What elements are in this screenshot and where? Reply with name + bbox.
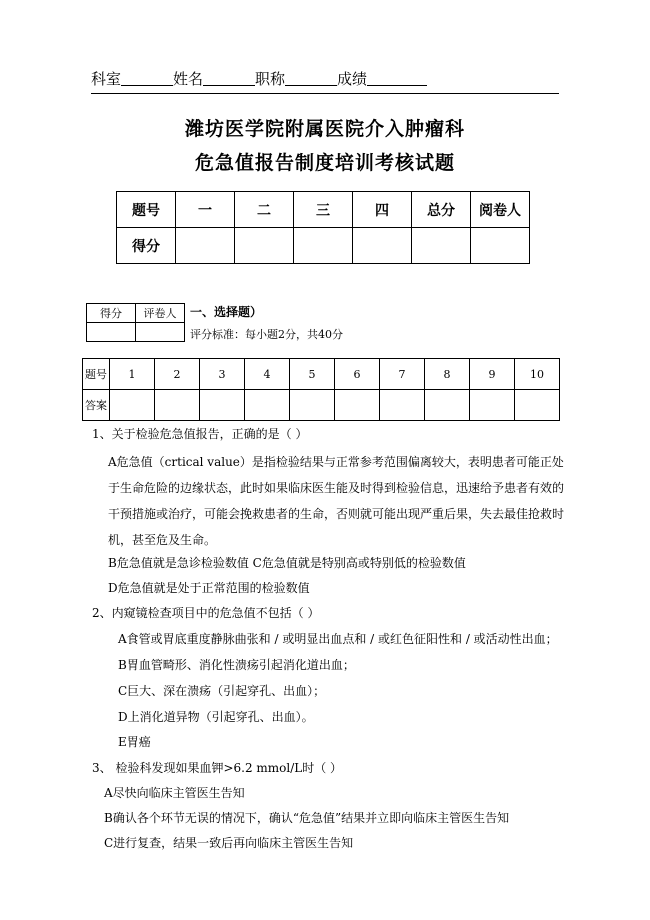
section-score-box bbox=[86, 303, 185, 342]
section-score-cell[interactable] bbox=[87, 323, 136, 342]
score-header-cell: 四 bbox=[353, 192, 412, 228]
answer-label: 答案 bbox=[83, 390, 110, 421]
header-info-line bbox=[91, 68, 559, 94]
answer-cell[interactable] bbox=[200, 390, 245, 421]
grade-label: 成绩 bbox=[337, 70, 368, 88]
score-header-cell: 三 bbox=[294, 192, 353, 228]
answer-cell[interactable] bbox=[470, 390, 515, 421]
question-number-cell: 2 bbox=[155, 359, 200, 390]
answer-cell[interactable] bbox=[155, 390, 200, 421]
answer-cell[interactable] bbox=[245, 390, 290, 421]
section-score-label: 得分 bbox=[87, 304, 136, 323]
question-3-option-c: C进行复查，结果一致后再向临床主管医生告知 bbox=[104, 836, 354, 850]
document-title-line1: 潍坊医学院附属医院介入肿瘤科 bbox=[184, 118, 465, 140]
answer-cell[interactable] bbox=[335, 390, 380, 421]
score-header-cell: 题号 bbox=[117, 192, 176, 228]
question-number-cell: 7 bbox=[380, 359, 425, 390]
title-blank[interactable] bbox=[285, 71, 337, 86]
score-table bbox=[116, 191, 530, 264]
section-grader-label: 评卷人 bbox=[136, 304, 185, 323]
score-header-cell: 总分 bbox=[412, 192, 471, 228]
score-table-header-row bbox=[117, 192, 530, 228]
question-1-option-a: A危急值（crtical value）是指检验结果与正常参考范围偏离较大，表明患者可能正处于生命危险的边缘状态，此时如果临床医生能及时得到检验信息，迅速给予患者有效的干预措施或治疗，可能会挽救患者的生命，否则就可能出现严重后果，失去最佳抢救时机，甚至危及生命。 bbox=[108, 455, 565, 547]
name-blank[interactable] bbox=[203, 71, 255, 86]
question-3-stem: 3、 检验科发现如果血钾>6.2 mmol/L时（ ） bbox=[92, 761, 343, 775]
question-number-cell: 3 bbox=[200, 359, 245, 390]
score-header-cell: 二 bbox=[235, 192, 294, 228]
answer-cell[interactable] bbox=[110, 390, 155, 421]
question-number-cell: 4 bbox=[245, 359, 290, 390]
answer-number-label: 题号 bbox=[83, 359, 110, 390]
question-1-stem: 1、关于检验危急值报告，正确的是（ ） bbox=[92, 427, 308, 441]
name-label: 姓名 bbox=[173, 70, 204, 88]
question-number-cell: 1 bbox=[110, 359, 155, 390]
score-row-label: 得分 bbox=[117, 228, 176, 264]
question-number-cell: 6 bbox=[335, 359, 380, 390]
section-scoring-note: 评分标准：每小题2分，共40分 bbox=[190, 328, 343, 341]
question-number-cell: 9 bbox=[470, 359, 515, 390]
answer-number-row bbox=[83, 359, 560, 390]
score-header-cell: 一 bbox=[176, 192, 235, 228]
question-2-option-d: D上消化道异物（引起穿孔、出血）。 bbox=[118, 710, 314, 724]
question-3-option-b: B确认各个环节无误的情况下，确认“危急值”结果并立即向临床主管医生告知 bbox=[104, 811, 510, 825]
question-2-option-a: A食管或胃底重度静脉曲张和 / 或明显出血点和 / 或红色征阳性和 / 或活动性出血； bbox=[118, 632, 558, 646]
department-blank[interactable] bbox=[121, 71, 173, 86]
question-2-option-b: B胃血管畸形、消化性溃疡引起消化道出血； bbox=[118, 658, 355, 672]
answer-cell[interactable] bbox=[380, 390, 425, 421]
score-table-score-row bbox=[117, 228, 530, 264]
score-cell[interactable] bbox=[353, 228, 412, 264]
answer-row bbox=[83, 390, 560, 421]
title-label: 职称 bbox=[255, 70, 286, 88]
question-1-option-d: D危急值就是处于正常范围的检验数值 bbox=[108, 581, 310, 595]
answer-table bbox=[82, 358, 560, 421]
question-2-stem: 2、内窥镜检查项目中的危急值不包括（ ） bbox=[92, 606, 320, 620]
score-cell[interactable] bbox=[176, 228, 235, 264]
question-number-cell: 10 bbox=[515, 359, 560, 390]
section-grader-cell[interactable] bbox=[136, 323, 185, 342]
answer-cell[interactable] bbox=[425, 390, 470, 421]
question-number-cell: 8 bbox=[425, 359, 470, 390]
department-label: 科室 bbox=[91, 70, 122, 88]
grade-blank[interactable] bbox=[367, 71, 427, 86]
score-header-cell: 阅卷人 bbox=[471, 192, 530, 228]
score-cell[interactable] bbox=[412, 228, 471, 264]
question-2-option-e: E胃癌 bbox=[118, 735, 151, 749]
document-title-line2: 危急值报告制度培训考核试题 bbox=[194, 152, 455, 174]
question-number-cell: 5 bbox=[290, 359, 335, 390]
answer-cell[interactable] bbox=[290, 390, 335, 421]
question-1-option-bc: B危急值就是急诊检验数值 C危急值就是特别高或特别低的检验数值 bbox=[108, 556, 466, 570]
question-2-option-c: C巨大、深在溃疡（引起穿孔、出血）； bbox=[118, 684, 326, 698]
question-3-option-a: A尽快向临床主管医生告知 bbox=[104, 786, 245, 800]
score-cell[interactable] bbox=[471, 228, 530, 264]
answer-cell[interactable] bbox=[515, 390, 560, 421]
section-title: 一、选择题） bbox=[190, 305, 263, 319]
score-cell[interactable] bbox=[235, 228, 294, 264]
score-cell[interactable] bbox=[294, 228, 353, 264]
